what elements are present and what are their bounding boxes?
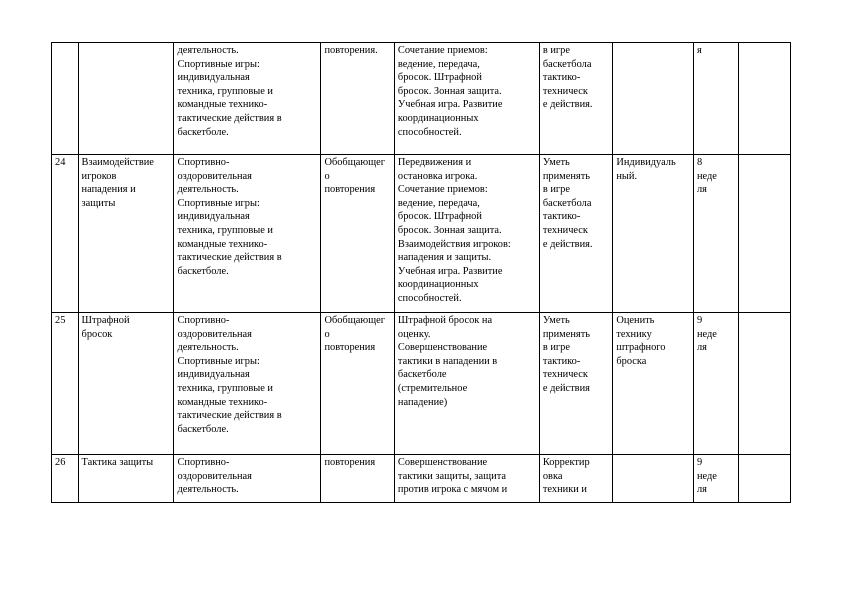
cell-extra: [738, 313, 790, 455]
cell-number: [52, 43, 79, 155]
cell-activity: Спортивно- оздоровительная деятельность. Спортивные игры: индивидуальная техника, групповые и командные технико- тактические действия в баскетболе.: [174, 155, 321, 313]
cell-control: [613, 455, 694, 503]
cell-number: 24: [52, 155, 79, 313]
cell-lesson-type: повторения: [321, 455, 394, 503]
lesson-plan-table: [51, 42, 791, 503]
cell-number: 26: [52, 455, 79, 503]
cell-week: я: [693, 43, 738, 155]
cell-content: Штрафной бросок на оценку. Совершенствование тактики в нападении в баскетболе (стремительное нападение): [394, 313, 539, 455]
cell-control: Оценить технику штрафного броска: [613, 313, 694, 455]
cell-topic: Штрафной бросок: [78, 313, 174, 455]
cell-content: Сочетание приемов: ведение, передача, бросок. Штрафной бросок. Зонная защита. Учебная игра. Развитие координационных способностей.: [394, 43, 539, 155]
cell-requirements: Корректир овка техники и: [539, 455, 612, 503]
cell-week: 9 неде ля: [693, 313, 738, 455]
cell-activity: Спортивно- оздоровительная деятельность. Спортивные игры: индивидуальная техника, групповые и командные технико- тактические действия в баскетболе.: [174, 313, 321, 455]
table-row: [52, 155, 791, 313]
cell-topic: Взаимодействие игроков нападения и защиты: [78, 155, 174, 313]
cell-lesson-type: повторения.: [321, 43, 394, 155]
cell-extra: [738, 455, 790, 503]
table-row: [52, 313, 791, 455]
cell-requirements: в игре баскетбола тактико- техническ е действия.: [539, 43, 612, 155]
cell-lesson-type: Обобщающег о повторения: [321, 313, 394, 455]
lesson-plan-body: [52, 43, 791, 503]
cell-number: 25: [52, 313, 79, 455]
cell-content: Передвижения и остановка игрока. Сочетание приемов: ведение, передача, бросок. Штрафной бросок. Зонная защита. Взаимодействия игроков: нападения и защиты. Учебная игра. Развитие координационных способностей.: [394, 155, 539, 313]
cell-requirements: Уметь применять в игре баскетбола тактико- техническ е действия.: [539, 155, 612, 313]
cell-control: [613, 43, 694, 155]
table-row: [52, 455, 791, 503]
cell-activity: деятельность. Спортивные игры: индивидуальная техника, групповые и командные технико- тактические действия в баскетболе.: [174, 43, 321, 155]
cell-lesson-type: Обобщающег о повторения: [321, 155, 394, 313]
table-row: [52, 43, 791, 155]
cell-activity: Спортивно- оздоровительная деятельность.: [174, 455, 321, 503]
cell-topic: [78, 43, 174, 155]
cell-week: 9 неде ля: [693, 455, 738, 503]
cell-extra: [738, 43, 790, 155]
cell-topic: Тактика защиты: [78, 455, 174, 503]
cell-requirements: Уметь применять в игре тактико- техническ е действия: [539, 313, 612, 455]
cell-control: Индивидуаль ный.: [613, 155, 694, 313]
cell-content: Совершенствование тактики защиты, защита против игрока с мячом и: [394, 455, 539, 503]
cell-extra: [738, 155, 790, 313]
cell-week: 8 неде ля: [693, 155, 738, 313]
